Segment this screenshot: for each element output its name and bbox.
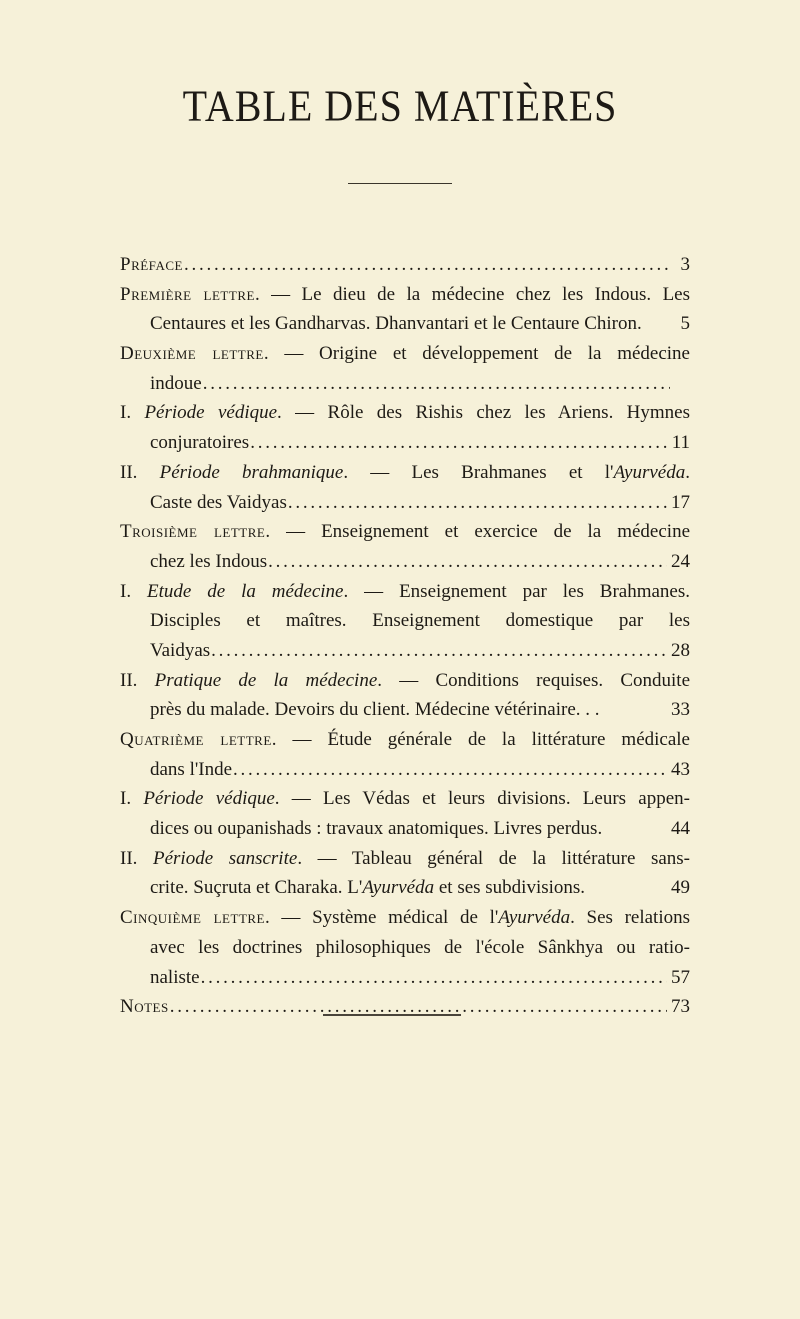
toc-entry-lettre-2-periode-brahmanique[interactable] [120,458,690,517]
toc-entry-lettre-3-pratique[interactable] [120,666,690,725]
toc-line [120,963,690,993]
entry-text: . — Tableau général de la littérature sans- [297,847,690,869]
entry-text: . [685,461,690,483]
entry-text: . — Le dieu de la médecine chez les Indous. Les [254,283,690,305]
toc-line [120,903,690,933]
toc-line [120,873,690,903]
toc-entry-lettre-3-etude[interactable] [120,577,690,666]
toc-line [120,339,690,369]
entry-text: . — Rôle des Rishis chez les Ariens. Hymnes [277,402,690,424]
toc-line [120,398,690,428]
table-of-contents [120,250,690,1022]
toc-line [120,755,690,785]
dot-leader [288,488,667,518]
entry-text: . — Enseignement et exercice de la médecine [265,521,690,543]
page-number: 43 [671,758,690,780]
entry-text: . — Origine et développement de la médecine [263,343,690,365]
toc-line [120,695,690,725]
toc-entry-notes[interactable] [120,992,690,1022]
toc-line [120,488,690,518]
page-number: 11 [671,432,690,454]
entry-text: . Ses relations [570,907,690,929]
toc-line [120,933,690,963]
toc-line [120,666,690,696]
page-number: 24 [671,550,690,572]
entry-text: . — Les Védas et leurs divisions. Leurs appen- [274,788,690,810]
section-number: I. [120,580,147,602]
section-title: Période sanscrite [152,847,298,869]
section-number: I. [120,402,145,424]
section-number: II. [120,461,160,483]
entry-text: indoue [150,372,202,394]
page-number: 28 [671,639,690,661]
toc-line [120,844,690,874]
entry-text: crite. Suçruta et Charaka. L' [150,877,363,899]
entry-text [150,873,585,903]
entry-text: Vaidyas [150,639,211,661]
entry-text: Centaures et les Gandharvas. Dhanvantari et le Centaure Chiron. [150,313,642,335]
toc-entry-lettre-2[interactable] [120,339,690,398]
section-title: Période brahmanique [159,461,344,483]
toc-entry-lettre-3[interactable] [120,517,690,576]
entry-text: conjuratoires [150,432,250,454]
section-title: Période védique [144,402,278,424]
entry-text: chez les Indous [150,550,268,572]
section-number: I. [120,788,144,810]
page-number: 73 [671,996,690,1018]
page-number: 5 [680,313,690,335]
entry-text: Disciples et maîtres. Enseignement domestique par les [150,610,690,632]
toc-line [120,517,690,547]
toc-line [120,636,690,666]
section-title: Période védique [143,788,275,810]
ayurveda-term: Ayurvéda [613,461,686,483]
toc-line [120,458,690,488]
title-divider [348,183,452,184]
page-number: 49 [671,877,690,899]
page-number: 57 [671,966,690,988]
entry-label: Cinquième lettre [120,907,265,929]
toc-line [120,784,690,814]
dot-leader [233,755,667,785]
section-number: II. [120,669,155,691]
page-number: 44 [671,818,690,840]
entry-text: naliste [150,966,200,988]
page-number: 33 [671,699,690,721]
entry-text: dans l'Inde [150,758,233,780]
entry-label: Première lettre [120,283,255,305]
section-title: Etude de la médecine [147,580,344,602]
toc-line [120,428,690,458]
ayurveda-term: Ayurvéda [362,877,435,899]
entry-label: Préface [120,254,183,275]
entry-label: Quatrième lettre [120,729,272,750]
entry-text: dices ou oupanishads : travaux anatomiques. Livres perdus. [150,818,603,840]
page-number: 17 [671,491,690,513]
toc-line [120,725,690,755]
toc-entry-lettre-4-periode-vedique[interactable] [120,784,690,843]
entry-label: Deuxième lettre [120,343,264,365]
entry-text: . — Étude générale de la littérature médicale [271,729,690,750]
entry-text: . — Les Brahmanes et l' [343,461,614,483]
toc-line [120,992,690,1022]
ayurveda-term: Ayurvéda [498,907,571,929]
toc-line [120,280,690,310]
dot-leader [268,547,667,577]
entry-text: . — Système médical de l' [265,907,499,929]
dot-leader [184,250,670,280]
toc-entry-lettre-1[interactable] [120,280,690,339]
entry-label: Notes [120,996,169,1018]
toc-entry-lettre-2-periode-vedique[interactable] [120,398,690,457]
section-title: Pratique de la médecine [154,669,378,691]
toc-line [120,369,690,399]
toc-entry-lettre-4-periode-sanscrite[interactable] [120,844,690,903]
toc-line [120,250,690,280]
toc-line [120,547,690,577]
end-divider [323,1014,461,1016]
dot-leader [201,963,667,993]
page-number: 3 [680,254,690,275]
dot-leader [203,369,670,399]
entry-text: près du malade. Devoirs du client. Médecine vétérinaire. . . [150,699,600,721]
dot-leader [170,992,667,1022]
entry-text: et ses subdivisions. [434,877,586,899]
entry-text: . — Enseignement par les Brahmanes. [343,580,690,602]
toc-line [120,606,690,636]
toc-entry-lettre-5[interactable] [120,903,690,992]
toc-entry-preface[interactable] [120,250,690,280]
entry-label: Troisième lettre [120,521,266,543]
page-title: TABLE DES MATIÈRES [182,80,618,131]
toc-entry-lettre-4[interactable] [120,725,690,784]
entry-text: . — Conditions requises. Conduite [377,669,690,691]
dot-leader [211,636,667,666]
section-number: II. [120,847,153,869]
toc-line [120,814,690,844]
entry-text: avec les doctrines philosophiques de l'école Sânkhya ou ratio- [150,936,690,958]
toc-line [120,577,690,607]
entry-text: Caste des Vaidyas [150,491,287,513]
dot-leader [250,428,668,458]
toc-line [120,309,690,339]
